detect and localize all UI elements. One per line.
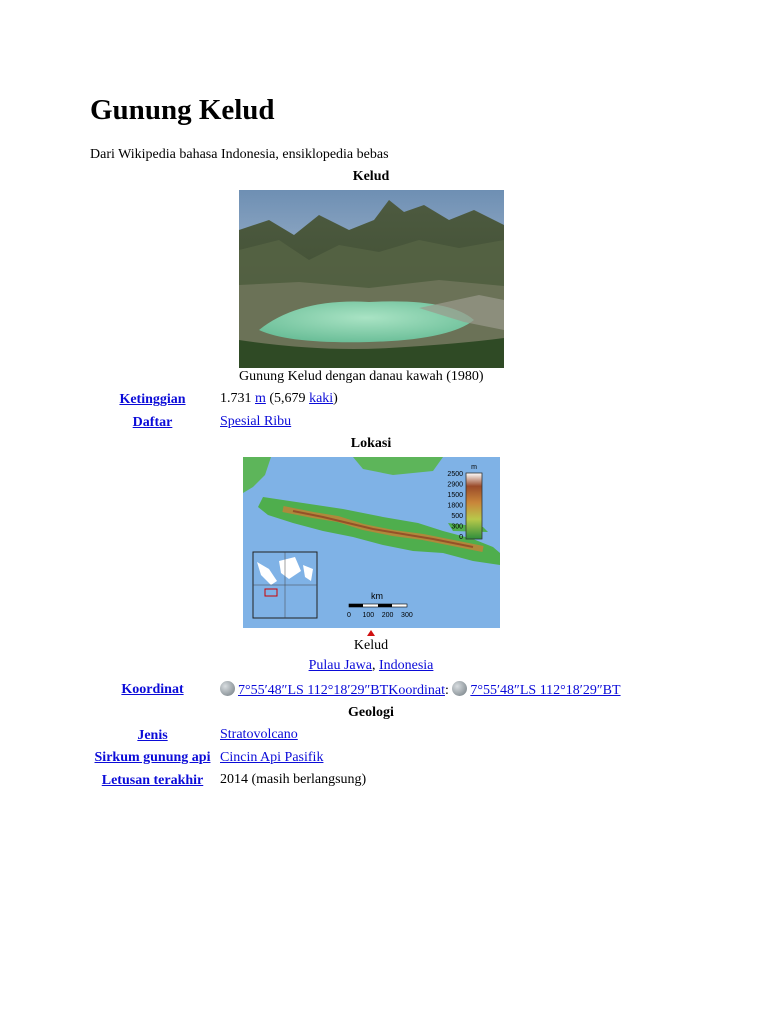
legend-tick-label: 500 bbox=[451, 513, 463, 520]
legend-tick-label: 2900 bbox=[447, 481, 463, 489]
kelud-location-marker bbox=[367, 630, 375, 636]
indonesia-link[interactable]: Indonesia bbox=[378, 658, 434, 673]
scale-tick-label: 200 bbox=[381, 612, 394, 619]
daftar-link[interactable]: Daftar bbox=[132, 415, 173, 430]
kelud-crater-photo[interactable] bbox=[239, 190, 504, 368]
region-links bbox=[90, 658, 652, 674]
koordinat-inline-link[interactable]: Koordinat bbox=[388, 683, 445, 698]
jenis-value[interactable] bbox=[220, 727, 298, 743]
ketinggian-number: 1.731 bbox=[220, 391, 255, 406]
scale-tick-label: 100 bbox=[362, 612, 375, 619]
koordinat-value bbox=[220, 681, 621, 699]
stratovolcano-link[interactable]: Stratovolcano bbox=[220, 727, 298, 742]
kaki-link[interactable]: kaki bbox=[309, 391, 334, 406]
legend-tick-label: 300 bbox=[451, 523, 463, 531]
meter-link[interactable]: m bbox=[255, 391, 266, 406]
region-separator: , bbox=[371, 658, 379, 673]
scale-tick-label: 0 bbox=[347, 612, 351, 619]
page-title: Gunung Kelud bbox=[90, 94, 275, 126]
map-marker-label: Kelud bbox=[353, 638, 389, 653]
infobox-title: Kelud bbox=[352, 169, 390, 184]
sirkum-label[interactable] bbox=[90, 750, 215, 766]
ketinggian-feet: (5,679 bbox=[265, 391, 310, 406]
scale-tick-label: 300 bbox=[401, 612, 413, 619]
jenis-label[interactable] bbox=[90, 728, 215, 744]
geologi-header: Geologi bbox=[348, 705, 394, 720]
daftar-label[interactable] bbox=[90, 415, 215, 431]
legend-tick-label: 1500 bbox=[447, 492, 463, 499]
koordinat-label[interactable] bbox=[90, 682, 215, 698]
ketinggian-link[interactable]: Ketinggian bbox=[119, 392, 186, 407]
spesial-ribu-link[interactable]: Spesial Ribu bbox=[220, 414, 292, 429]
photo-caption: Gunung Kelud dengan danau kawah (1980) bbox=[239, 369, 484, 384]
koordinat-colon: : bbox=[444, 683, 453, 698]
coordinate-link-1[interactable]: 7°55′48″LS 112°18′29″BT bbox=[238, 683, 389, 698]
lokasi-header: Lokasi bbox=[350, 436, 392, 451]
legend-unit: m bbox=[471, 464, 477, 471]
daftar-value[interactable] bbox=[220, 414, 291, 430]
sirkum-value[interactable] bbox=[220, 750, 323, 766]
letusan-label[interactable] bbox=[90, 773, 215, 789]
location-map[interactable] bbox=[243, 457, 500, 628]
pulau-jawa-link[interactable]: Pulau Jawa bbox=[308, 658, 372, 673]
sirkum-link[interactable]: Sirkum gunung api bbox=[94, 750, 211, 765]
letusan-link[interactable]: Letusan terakhir bbox=[101, 773, 204, 788]
ketinggian-close: ) bbox=[333, 391, 338, 406]
coordinate-link-2[interactable]: 7°55′48″LS 112°18′29″BT bbox=[470, 683, 621, 698]
ketinggian-label[interactable] bbox=[90, 392, 215, 408]
letusan-value: 2014 (masih berlangsung) bbox=[220, 772, 367, 787]
legend-tick-label: 0 bbox=[459, 534, 463, 541]
cincin-api-link[interactable]: Cincin Api Pasifik bbox=[220, 750, 324, 765]
legend-tick-label: 2500 bbox=[447, 471, 463, 478]
page-subtitle: Dari Wikipedia bahasa Indonesia, ensiklopedia bebas bbox=[90, 147, 389, 162]
ketinggian-value bbox=[220, 391, 338, 407]
scale-unit: km bbox=[371, 591, 383, 601]
jenis-link[interactable]: Jenis bbox=[137, 728, 168, 743]
globe-icon[interactable] bbox=[220, 681, 235, 696]
legend-tick-label: 1800 bbox=[447, 502, 463, 510]
globe-icon[interactable] bbox=[452, 681, 467, 696]
koordinat-link[interactable]: Koordinat bbox=[121, 682, 184, 697]
